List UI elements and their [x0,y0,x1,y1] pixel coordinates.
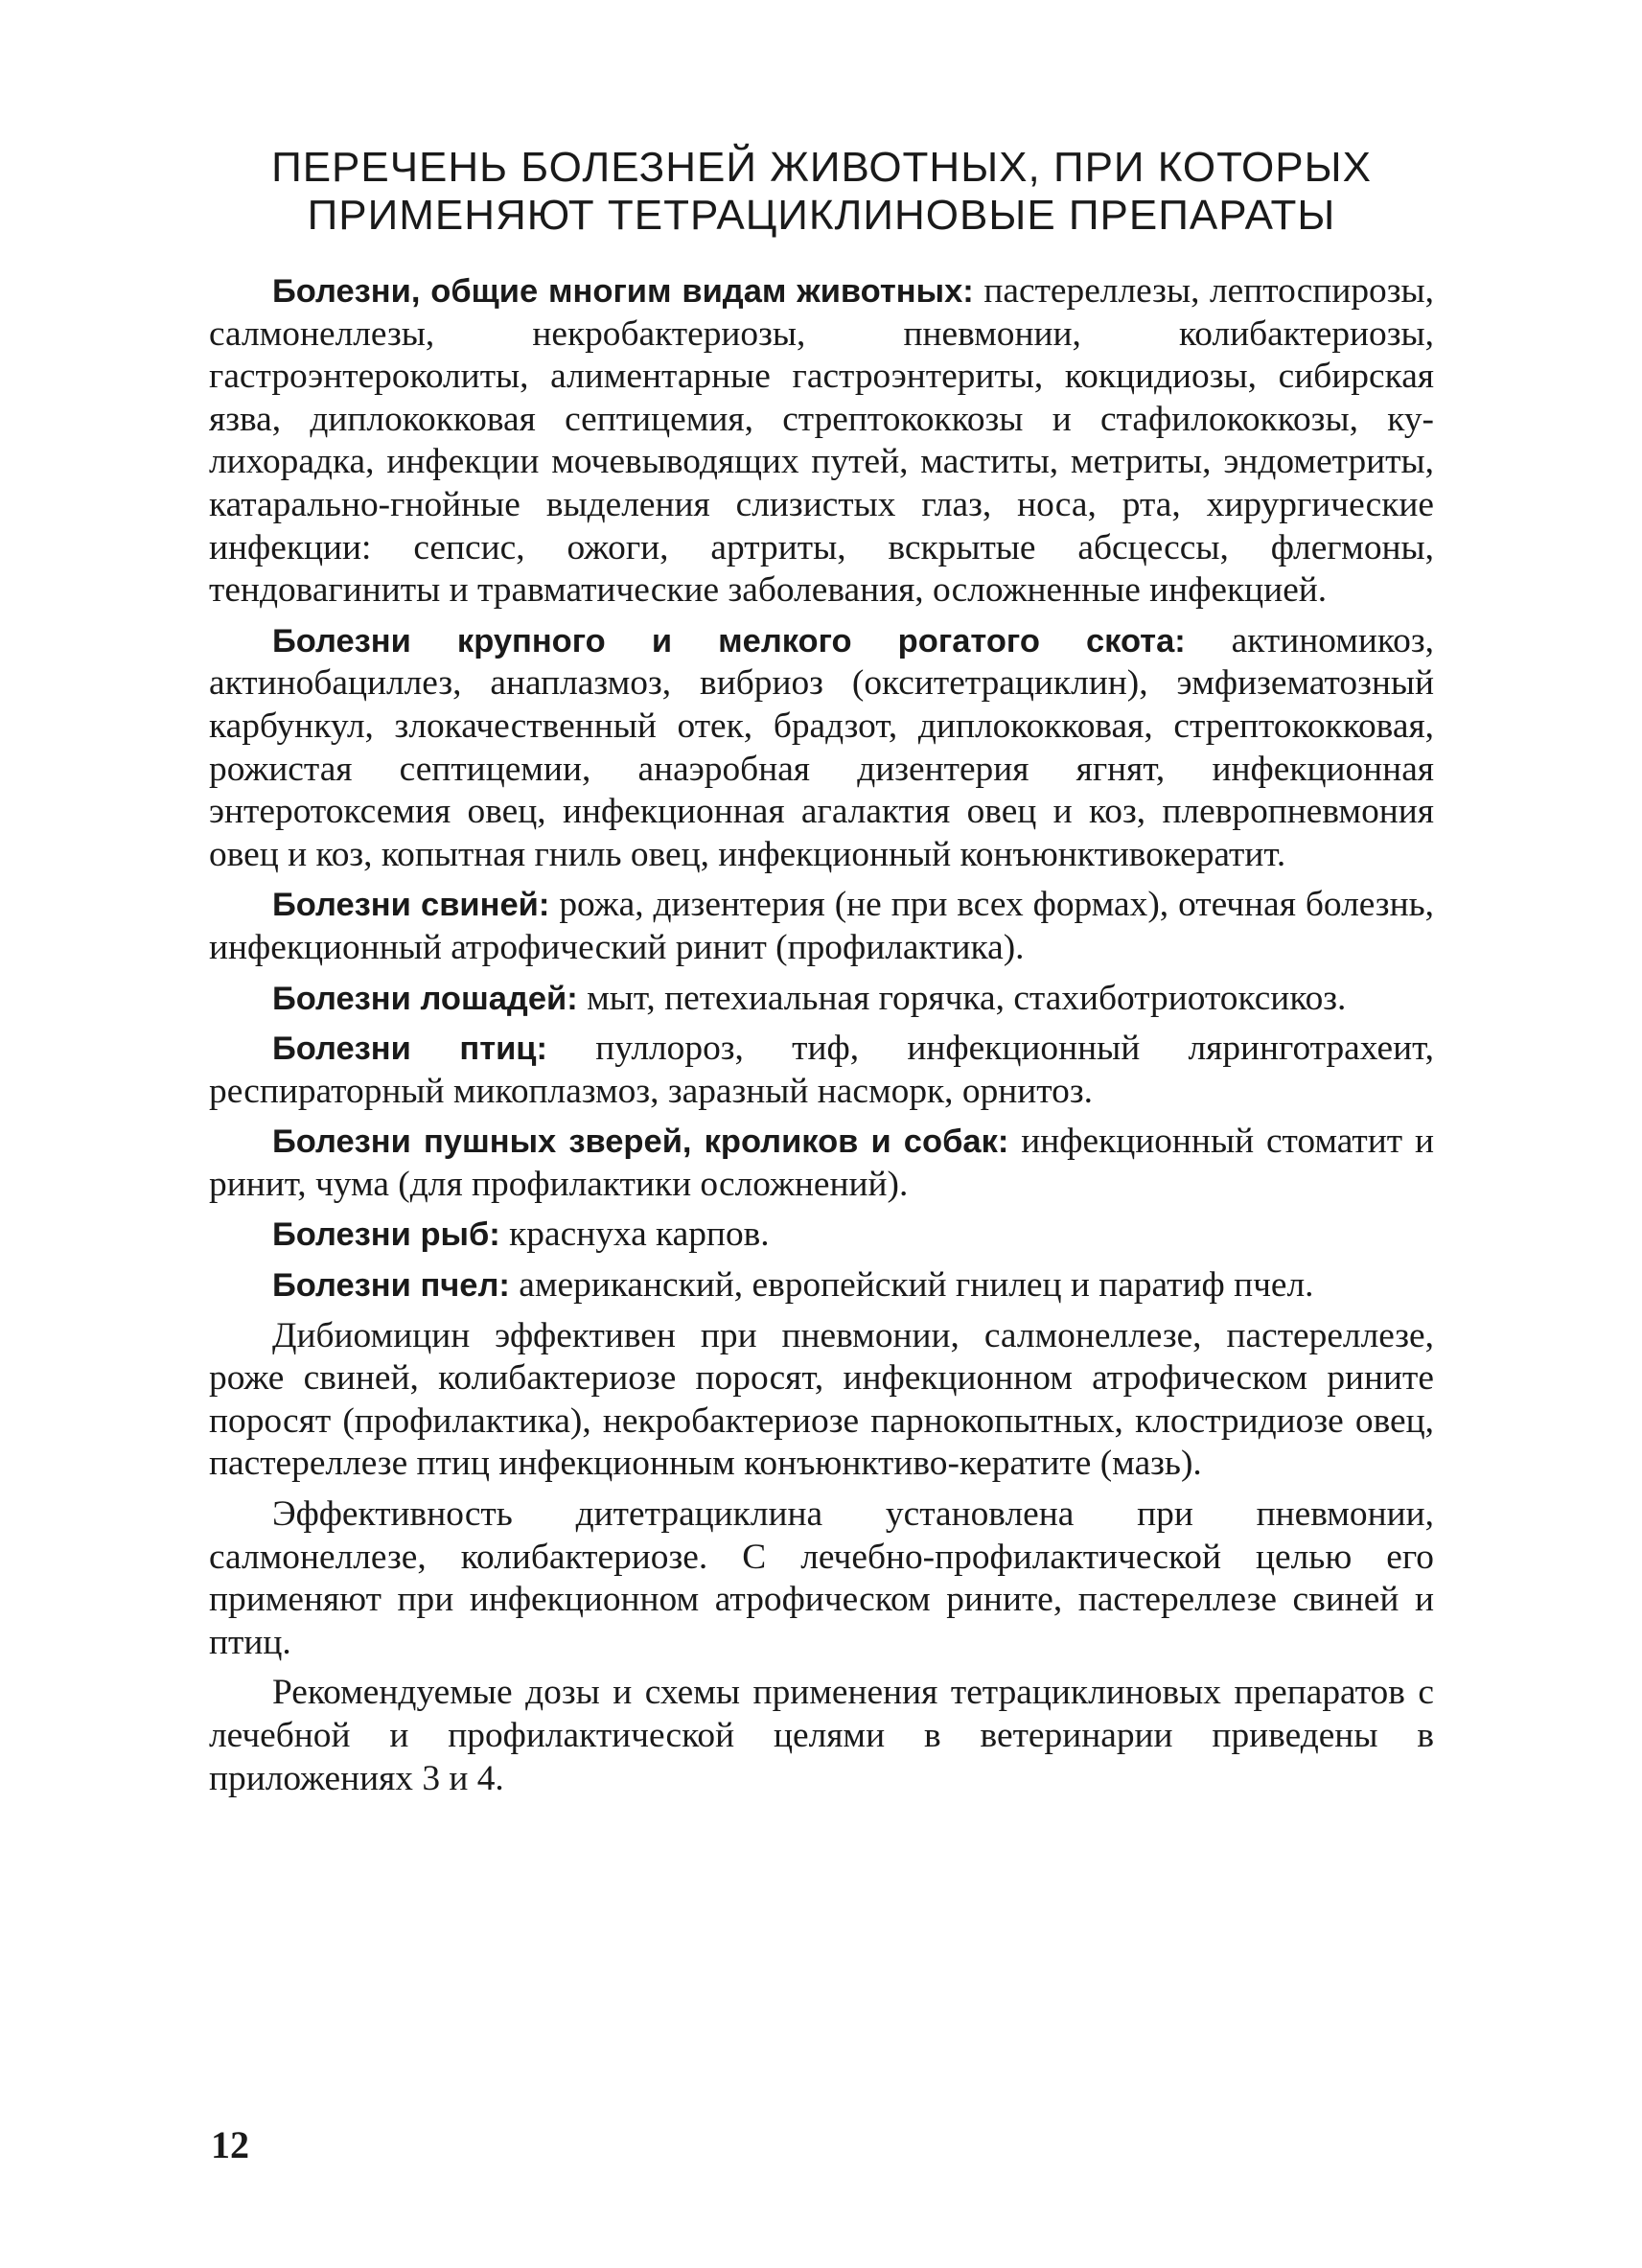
section-cattle-diseases [209,620,1434,877]
title-line-2: ПРИМЕНЯЮТ ТЕТРАЦИКЛИНОВЫЕ ПРЕПАРАТЫ [307,192,1336,239]
section-heading: Болезни птиц: [272,1030,548,1068]
section-text: рожа, дизентерия (не при всех формах), отечная болезнь, инфекционный атрофический ринит (профилактика). [209,885,1434,967]
section-text: пуллороз, тиф, инфекционный ляринготрахеит, респираторный микоплазмоз, заразный насморк, орнитоз. [209,1029,1434,1111]
section-common-diseases [209,270,1434,613]
section-heading: Болезни пушных зверей, кроликов и собак: [272,1123,1009,1161]
section-heading: Болезни свиней: [272,887,550,924]
section-heading: Болезни рыб: [272,1216,500,1254]
section-heading: Болезни пчел: [272,1267,510,1305]
section-text: пастереллезы, лептоспирозы, салмонеллезы, некробактериозы, пневмонии, колибактериозы, гастроэнтероколиты, алиментарные гастроэнтериты, кокцидиозы, сибирская язва, диплококковая септицемия, стрептококкозы и стафилококкозы, ку-лихорадка, инфекции мочевыводящих путей, маститы, метриты, эндометриты, катарально-гнойные выделения слизистых глаз, носа, рта, хирургические инфекции: сепсис, ожоги, артриты, вскрытые абсцессы, флегмоны, тендовагиниты и травматические заболевания, осложненные инфекцией. [209,271,1434,611]
page-title [209,144,1434,240]
section-text: мыт, петехиальная горячка, стахиботриотоксикоз. [587,978,1347,1018]
section-bird-diseases [209,1028,1434,1113]
page-content [209,144,1434,1808]
section-pig-diseases [209,884,1434,969]
section-text: американский, европейский гнилец и паратиф пчел. [519,1265,1314,1306]
section-heading: Болезни лошадей: [272,980,578,1017]
title-line-1: ПЕРЕЧЕНЬ БОЛЕЗНЕЙ ЖИВОТНЫХ, ПРИ КОТОРЫХ [271,144,1372,191]
section-heading: Болезни крупного и мелкого рогатого скота: [272,622,1186,660]
section-text: краснуха карпов. [509,1215,770,1255]
paragraph-recommended-doses: Рекомендуемые дозы и схемы применения тетрациклиновых препаратов с лечебной и профилактической целями в ветеринарии приведены в приложениях 3 и 4. [209,1673,1434,1798]
section-horse-diseases [209,978,1434,1021]
section-heading: Болезни, общие многим видам животных: [272,273,974,310]
section-text: актиномикоз, актинобациллез, анаплазмоз, вибриоз (окситетрациклин), эмфизематозный карбункул, злокачественный отек, брадзот, диплококковая, стрептококковая, рожистая септицемии, анаэробная дизентерия ягнят, инфекционная энтеротоксемия овец, инфекционная агалактия овец и коз, плевропневмония овец и коз, копытная гниль овец, инфекционный конъюнктивокератит. [209,620,1434,874]
paragraph-dibiomycin: Дибиомицин эффективен при пневмонии, салмонеллезе, пастереллезе, роже свиней, колибактериозе поросят, инфекционном атрофическом рините поросят (профилактика), некробактериозе парнокопытных, клостридиозе овец, пастереллезе птиц инфекционным конъюнктиво-кератите (мазь). [209,1315,1434,1484]
section-fur-animal-diseases [209,1121,1434,1206]
section-fish-diseases [209,1214,1434,1257]
section-bee-diseases [209,1264,1434,1308]
section-text: инфекционный стоматит и ринит, чума (для профилактики осложнений). [209,1122,1434,1204]
page-number: 12 [211,2123,249,2166]
paragraph-ditetracycline: Эффективность дитетрациклина установлена при пневмонии, салмонеллезе, колибактериозе. С лечебно-профилактической целью его применяют при инфекционном атрофическом рините, пастереллезе свиней и птиц. [209,1494,1434,1662]
